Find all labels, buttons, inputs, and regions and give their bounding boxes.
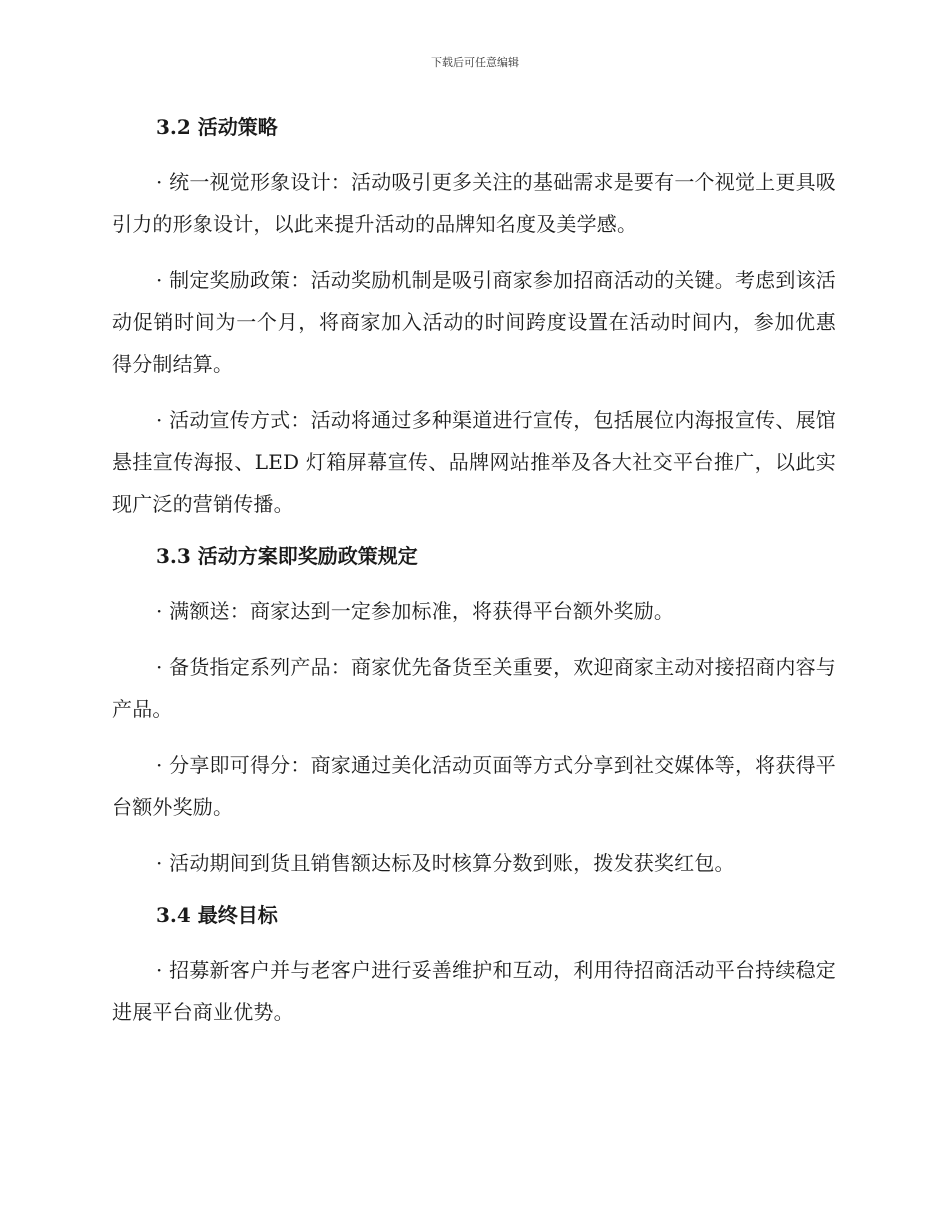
- paragraph-share-points: · 分享即可得分：商家通过美化活动页面等方式分享到社交媒体等，将获得平台额外奖励。: [112, 753, 836, 819]
- paragraph-visual-design: · 统一视觉形象设计：活动吸引更多关注的基础需求是要有一个视觉上更具吸引力的形象设计，以此来提升活动的品牌知名度及美学感。: [112, 170, 836, 236]
- section-heading-3-4: 3.4 最终目标: [156, 903, 278, 927]
- document-body: [112, 110, 836, 1047]
- section-heading-3-2: 3.2 活动策略: [156, 115, 278, 139]
- paragraph-stock-products: · 备货指定系列产品：商家优先备货至关重要，欢迎商家主动对接招商内容与产品。: [112, 655, 836, 721]
- paragraph-full-amount-gift: · 满额送：商家达到一定参加标准，将获得平台额外奖励。: [156, 599, 675, 623]
- section-heading-3-3: 3.3 活动方案即奖励政策规定: [156, 544, 418, 568]
- paragraph-reward-policy: · 制定奖励政策：活动奖励机制是吸引商家参加招商活动的关键。考虑到该活动促销时间为一个月，将商家加入活动的时间跨度设置在活动时间内，参加优惠得分制结算。: [112, 268, 836, 376]
- page-header-note: 下载后可任意编辑: [431, 56, 519, 69]
- paragraph-promotion-methods: · 活动宣传方式：活动将通过多种渠道进行宣传，包括展位内海报宣传、展馆悬挂宣传海报、LED 灯箱屏幕宣传、品牌网站推举及各大社交平台推广，以此实现广泛的营销传播。: [112, 408, 836, 516]
- paragraph-final-goal: · 招募新客户并与老客户进行妥善维护和互动，利用待招商活动平台持续稳定进展平台商业优势。: [112, 958, 836, 1024]
- paragraph-settlement: · 活动期间到货且销售额达标及时核算分数到账，拨发获奖红包。: [156, 851, 735, 875]
